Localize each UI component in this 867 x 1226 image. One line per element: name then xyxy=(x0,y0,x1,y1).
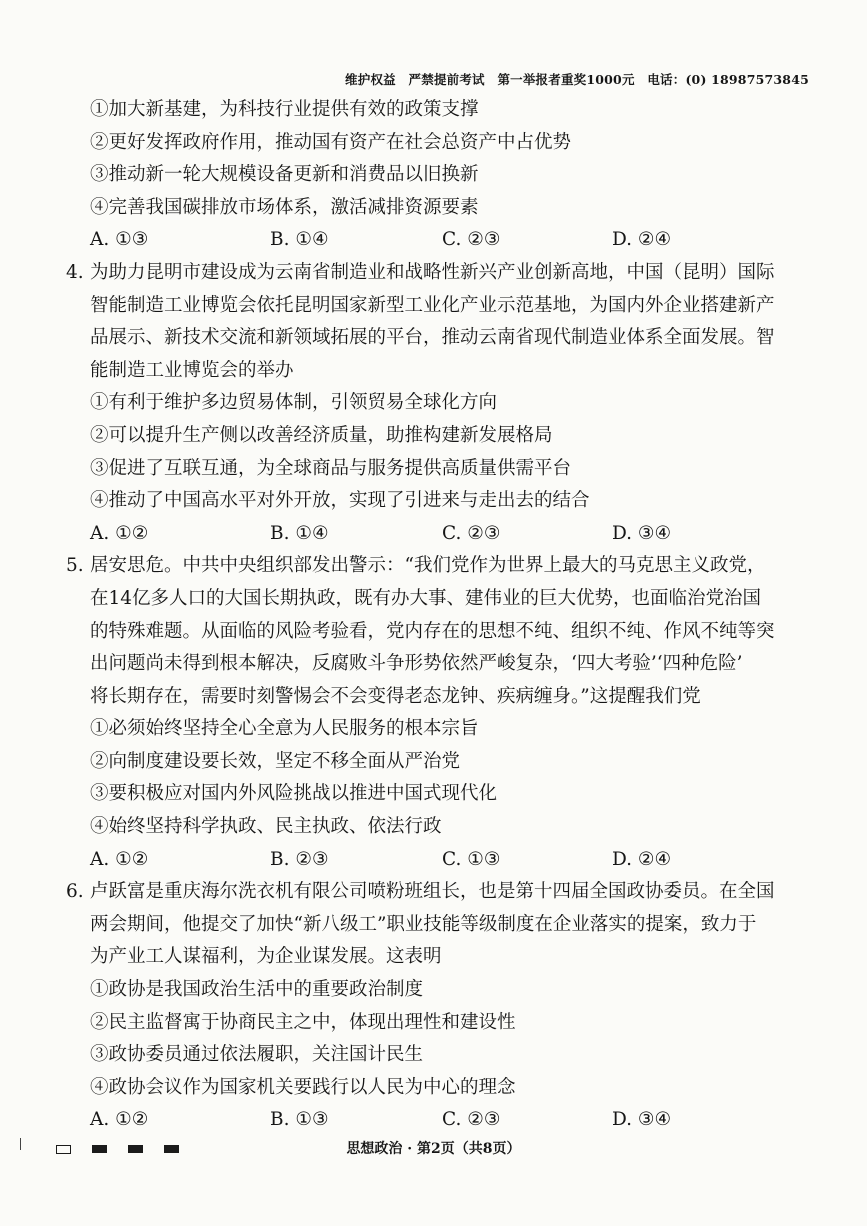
question-6 xyxy=(62,876,809,1137)
question-4 xyxy=(62,257,809,550)
q6-stem-line-2: 两会期间，他提交了加快“新八级工”职业技能等级制度在企业落实的提案，致力于 xyxy=(90,913,757,935)
q5-choice-a: A. ①② xyxy=(90,848,149,870)
question-3 xyxy=(62,94,809,257)
q5-stem-line-1 xyxy=(62,550,809,583)
q5-stem-line-3: 的特殊难题。从面临的风险考验看，党内存在的思想不纯、组织不纯、作风不纯等突 xyxy=(90,620,775,642)
q3-choice-b: B. ①④ xyxy=(270,229,329,251)
q6-stem-text-1: 卢跃富是重庆海尔洗衣机有限公司喷粉班组长，也是第十四届全国政协委员。在全国 xyxy=(90,881,775,903)
q3-option-2: ②更好发挥政府作用，推动国有资产在社会总资产中占优势 xyxy=(90,131,572,153)
page-header-notice: 维护权益 严禁提前考试 第一举报者重奖1000元 电话：(0) 18987573845 xyxy=(345,72,809,87)
q6-number: 6. xyxy=(66,881,84,903)
q4-stem-line-3: 品展示、新技术交流和新领域拓展的平台，推动云南省现代制造业体系全面发展。智 xyxy=(90,327,775,349)
q6-choice-d: D. ③④ xyxy=(612,1109,672,1131)
q5-stem-line-4: 出问题尚未得到根本解决，反腐败斗争形势依然严峻复杂，‘四大考验’‘四种危险’ xyxy=(90,653,743,675)
q5-option-2: ②向制度建设要长效，坚定不移全面从严治党 xyxy=(90,750,461,772)
q3-choices xyxy=(62,224,809,257)
q4-stem-line-4: 能制造工业博览会的举办 xyxy=(90,359,294,381)
q5-stem-text-1: 居安思危。中共中央组织部发出警示：“我们党作为世界上最大的马克思主义政党， xyxy=(90,555,766,577)
q4-choice-d: D. ③④ xyxy=(612,522,672,544)
q5-stem-line-5: 将长期存在，需要时刻警惕会不会变得老态龙钟、疾病缠身。”这提醒我们党 xyxy=(90,685,701,707)
q6-option-1: ①政协是我国政治生活中的重要政治制度 xyxy=(90,979,424,1001)
q3-choice-d: D. ②④ xyxy=(612,229,672,251)
q6-choices xyxy=(62,1104,809,1137)
q4-option-3: ③促进了互联互通，为全球商品与服务提供高质量供需平台 xyxy=(90,457,572,479)
q4-option-4: ④推动了中国高水平对外开放，实现了引进来与走出去的结合 xyxy=(90,490,590,512)
q3-option-1: ①加大新基建，为科技行业提供有效的政策支撑 xyxy=(90,99,479,120)
q6-stem-line-1 xyxy=(62,876,809,909)
q6-choice-c: C. ②③ xyxy=(442,1109,501,1131)
q5-choices xyxy=(62,844,809,877)
q6-option-4: ④政协会议作为国家机关要践行以人民为中心的理念 xyxy=(90,1076,516,1098)
q5-number: 5. xyxy=(66,555,84,577)
q4-choice-c: C. ②③ xyxy=(442,522,501,544)
page-number-label: 思想政治 · 第2页（共8页） xyxy=(346,1141,521,1157)
q4-choices xyxy=(62,518,809,551)
q4-number: 4. xyxy=(66,261,84,283)
q6-option-2: ②民主监督寓于协商民主之中，体现出理性和建设性 xyxy=(90,1011,516,1033)
question-content xyxy=(62,94,809,1137)
q5-choice-d: D. ②④ xyxy=(612,848,672,870)
q5-stem-line-2: 在14亿多人口的大国长期执政，既有办大事、建伟业的巨大优势，也面临治党治国 xyxy=(90,587,762,609)
q4-choice-b: B. ①④ xyxy=(270,522,329,544)
q3-option-4: ④完善我国碳排放市场体系，激活减排资源要素 xyxy=(90,196,479,218)
q3-option-3: ③推动新一轮大规模设备更新和消费品以旧换新 xyxy=(90,164,479,186)
q6-stem-line-3: 为产业工人谋福利，为企业谋发展。这表明 xyxy=(90,946,442,968)
q6-choice-a: A. ①② xyxy=(90,1109,149,1131)
q5-choice-b: B. ②③ xyxy=(270,848,329,870)
q5-choice-c: C. ①③ xyxy=(442,848,501,870)
page-footer xyxy=(0,1138,867,1168)
q3-choice-a: A. ①③ xyxy=(90,229,149,251)
q4-stem-text-1: 为助力昆明市建设成为云南省制造业和战略性新兴产业创新高地，中国（昆明）国际 xyxy=(90,261,775,283)
q4-option-1: ①有利于维护多边贸易体制，引领贸易全球化方向 xyxy=(90,392,498,414)
question-5 xyxy=(62,550,809,876)
q4-option-2: ②可以提升生产侧以改善经济质量，助推构建新发展格局 xyxy=(90,424,553,446)
q5-option-3: ③要积极应对国内外风险挑战以推进中国式现代化 xyxy=(90,783,498,805)
q5-option-4: ④始终坚持科学执政、民主执政、依法行政 xyxy=(90,816,442,838)
q6-option-3: ③政协委员通过依法履职，关注国计民生 xyxy=(90,1044,424,1066)
q5-option-1: ①必须始终坚持全心全意为人民服务的根本宗旨 xyxy=(90,718,479,740)
q6-choice-b: B. ①③ xyxy=(270,1109,329,1131)
q4-stem-line-2: 智能制造工业博览会依托昆明国家新型工业化产业示范基地，为国内外企业搭建新产 xyxy=(90,294,775,316)
q4-stem-line-1 xyxy=(62,257,809,290)
q3-choice-c: C. ②③ xyxy=(442,229,501,251)
q4-choice-a: A. ①② xyxy=(90,522,149,544)
